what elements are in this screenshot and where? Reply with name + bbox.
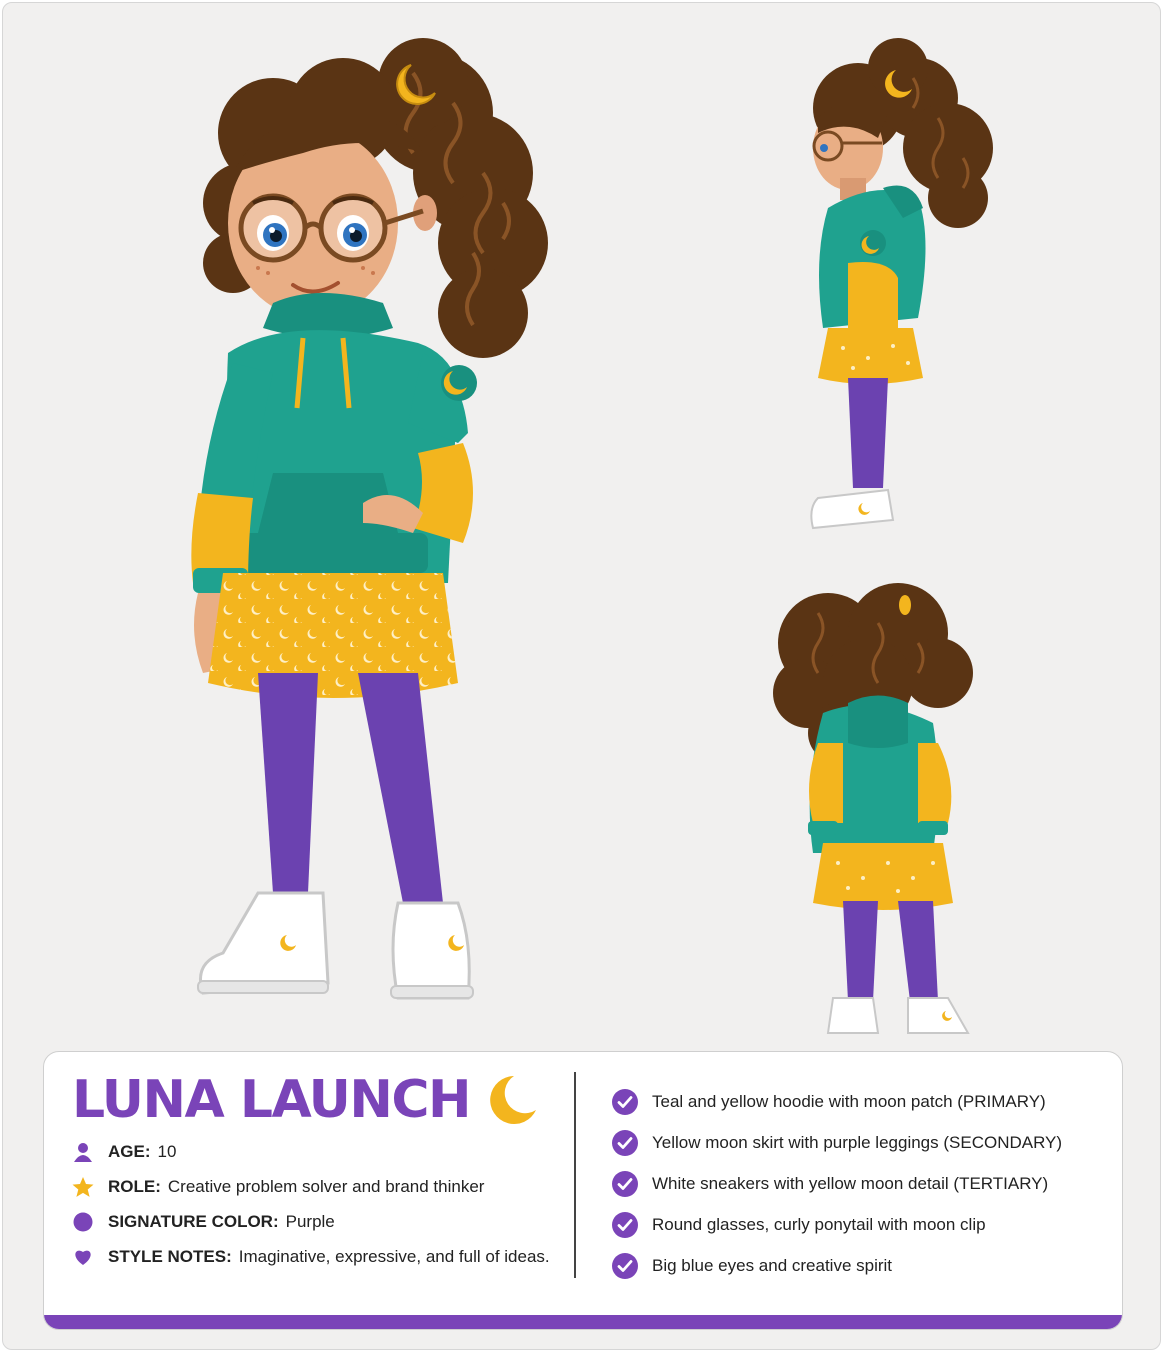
feature-checklist [612,1082,1062,1286]
character-side-view [798,38,1008,548]
attribute-key: SIGNATURE COLOR: [108,1211,279,1231]
checklist-item [612,1164,1062,1205]
checklist-text: Round glasses, curly ponytail with moon clip [652,1214,986,1234]
person-icon [72,1141,94,1163]
character-sheet [2,2,1161,1350]
accent-bar [44,1315,1122,1329]
check-circle-icon [612,1089,638,1115]
checklist-item [612,1245,1062,1286]
info-card [43,1051,1123,1330]
attribute-key: AGE: [108,1141,151,1161]
star-icon [72,1176,94,1198]
checklist-text: White sneakers with yellow moon detail (TERTIARY) [652,1173,1049,1193]
attribute-style-notes [72,1239,550,1274]
attribute-age [72,1134,550,1169]
check-circle-icon [612,1171,638,1197]
character-front-view [163,23,603,1013]
checklist-item [612,1123,1062,1164]
attribute-signature-color [72,1204,550,1239]
checklist-text: Big blue eyes and creative spirit [652,1255,893,1275]
checklist-item [612,1082,1062,1123]
checklist-text: Yellow moon skirt with purple leggings (SECONDARY) [652,1133,1063,1153]
checklist-text: Teal and yellow hoodie with moon patch (PRIMARY) [652,1092,1046,1112]
attribute-value: Purple [285,1211,335,1231]
attribute-value: Imaginative, expressive, and full of ideas. [238,1246,550,1266]
check-circle-icon [612,1212,638,1238]
attribute-key: STYLE NOTES: [108,1246,232,1266]
attribute-value: Creative problem solver and brand thinker [167,1176,485,1196]
check-circle-icon [612,1130,638,1156]
title-row [72,1068,540,1132]
crescent-moon-icon [484,1072,540,1128]
check-circle-icon [612,1253,638,1279]
attribute-value: 10 [157,1141,177,1161]
character-back-view [768,583,988,1043]
circle-icon [72,1211,94,1233]
divider [574,1072,576,1278]
attribute-list [72,1134,550,1274]
checklist-item [612,1204,1062,1245]
attribute-role [72,1169,550,1204]
character-name: LUNA LAUNCH [72,1070,471,1130]
heart-icon [72,1246,94,1268]
attribute-key: ROLE: [108,1176,161,1196]
